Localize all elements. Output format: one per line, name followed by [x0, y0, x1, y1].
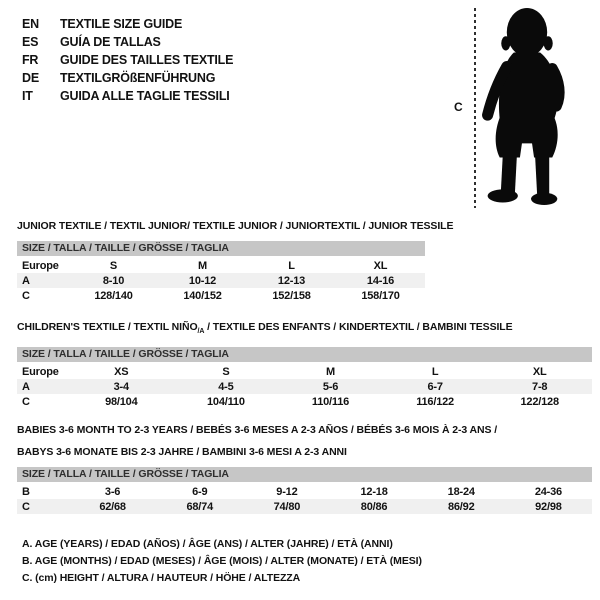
section-title — [17, 320, 592, 339]
size-cell: 8-10 — [102, 274, 125, 287]
size-cell: M — [198, 259, 207, 272]
language-title: GUIDE DES TAILLES TEXTILE — [60, 53, 234, 67]
language-title: GUÍA DE TALLAS — [60, 35, 161, 49]
legend-line: B. AGE (MONTHS) / EDAD (MESES) / ÂGE (MOIS) / ALTER (MONATE) / ETÀ (MESI) — [22, 555, 422, 567]
size-cell: 140/152 — [183, 289, 222, 302]
baby-figure — [440, 0, 600, 220]
size-cell: 24-36 — [534, 485, 562, 498]
size-cell: XL — [532, 365, 547, 378]
table-row — [17, 288, 425, 303]
language-row — [22, 51, 233, 69]
size-cell: 86/92 — [447, 500, 475, 513]
size-cell: 4-5 — [218, 380, 234, 393]
size-cell: 3-6 — [104, 485, 121, 498]
section-title-text: /A — [197, 328, 205, 336]
row-label: Europe — [22, 259, 59, 272]
language-row — [22, 87, 233, 105]
row-label: A — [22, 380, 30, 393]
size-cell: 80/86 — [360, 500, 388, 513]
language-code: DE — [22, 71, 39, 85]
size-cell: 9-12 — [276, 485, 298, 498]
size-cell: 12-13 — [277, 274, 306, 287]
junior-textile-section — [17, 219, 454, 303]
size-cell: 110/116 — [311, 395, 350, 408]
size-cell: 74/80 — [273, 500, 301, 513]
size-cell: 104/110 — [207, 395, 245, 408]
size-cell: 92/98 — [535, 500, 562, 513]
childrens-textile-section — [17, 320, 592, 409]
section-title-line — [17, 445, 592, 459]
size-cell: 6-9 — [192, 485, 208, 498]
section-title — [17, 423, 592, 459]
section-title — [17, 219, 454, 233]
row-label: C — [22, 289, 30, 302]
size-cell: 122/128 — [520, 395, 559, 408]
size-cell: 158/170 — [361, 289, 400, 302]
size-cell: 62/68 — [99, 500, 126, 513]
table-row — [17, 379, 592, 394]
size-cell: XS — [114, 365, 129, 378]
language-row — [22, 15, 233, 33]
size-cell: L — [288, 259, 295, 272]
size-cell: S — [222, 365, 230, 378]
legend — [22, 536, 422, 587]
size-cell: 3-4 — [113, 380, 129, 393]
size-cell: 128/140 — [94, 289, 133, 302]
language-code: IT — [22, 89, 33, 103]
size-cell: 18-24 — [447, 485, 475, 498]
size-cell: 14-16 — [366, 274, 395, 287]
language-title: GUIDA ALLE TAGLIE TESSILI — [60, 89, 230, 103]
table-row — [17, 273, 425, 288]
section-title-text: / TEXTILE DES ENFANTS / KINDERTEXTIL / BAMBINI TESSILE — [204, 321, 513, 333]
size-cell: 98/104 — [105, 395, 138, 408]
table-row — [17, 484, 592, 499]
section-title-line — [17, 423, 592, 437]
size-header-bar: SIZE / TALLA / TAILLE / GRÖSSE / TAGLIA — [17, 347, 592, 362]
row-label: Europe — [22, 365, 59, 378]
size-cell: 10-12 — [188, 274, 217, 287]
section-title-line — [17, 219, 454, 233]
size-cell: M — [326, 365, 335, 378]
size-cell: 116/122 — [416, 395, 454, 408]
size-cell: XL — [373, 259, 388, 272]
size-cell: L — [431, 365, 439, 378]
size-cell: S — [109, 259, 118, 272]
language-code: FR — [22, 53, 39, 67]
size-cell: 12-18 — [360, 485, 388, 498]
size-header-bar: SIZE / TALLA / TAILLE / GRÖSSE / TAGLIA — [17, 241, 425, 256]
babies-textile-section — [17, 423, 592, 514]
language-header — [22, 15, 233, 105]
size-cell: 152/158 — [272, 289, 311, 302]
size-cell: 68/74 — [186, 500, 213, 513]
row-label: C — [22, 500, 30, 513]
language-title: TEXTILE SIZE GUIDE — [60, 17, 183, 31]
table-row — [17, 364, 592, 379]
table-row — [17, 258, 425, 273]
legend-line: C. (cm) HEIGHT / ALTURA / HAUTEUR / HÖHE / ALTEZZA — [22, 572, 301, 584]
language-row — [22, 33, 233, 51]
section-title-text: CHILDREN'S TEXTILE / TEXTIL NIÑO — [17, 321, 198, 333]
size-header-bar: SIZE / TALLA / TAILLE / GRÖSSE / TAGLIA — [17, 467, 592, 482]
section-title-text: JUNIOR TEXTILE / TEXTIL JUNIOR/ TEXTILE JUNIOR / JUNIORTEXTIL / JUNIOR TESSILE — [17, 220, 454, 232]
row-label: A — [22, 274, 30, 287]
language-row — [22, 69, 233, 87]
language-code: ES — [22, 35, 39, 49]
size-cell: 6-7 — [427, 380, 443, 393]
section-title-text: BABYS 3-6 MONATE BIS 2-3 JAHRE / BAMBINI 3-6 MESI A 2-3 ANNI — [17, 446, 347, 458]
height-c-label: C — [454, 100, 463, 114]
size-cell: 5-6 — [322, 380, 339, 393]
section-title-line — [17, 320, 592, 339]
section-title-text: BABIES 3-6 MONTH TO 2-3 YEARS / BEBÉS 3-6 MESES A 2-3 AÑOS / BÉBÉS 3-6 MOIS À 2-3 ANS / — [17, 424, 498, 436]
height-dashed-line — [474, 8, 476, 208]
language-code: EN — [22, 17, 39, 31]
row-label: B — [22, 485, 30, 498]
size-cell: 7-8 — [532, 380, 548, 393]
baby-silhouette-icon — [482, 6, 574, 208]
row-label: C — [22, 395, 30, 408]
language-title: TEXTILGRÖßENFÜHRUNG — [60, 71, 216, 85]
table-row — [17, 499, 592, 514]
table-row — [17, 394, 592, 409]
legend-line: A. AGE (YEARS) / EDAD (AÑOS) / ÂGE (ANS) / ALTER (JAHRE) / ETÀ (ANNI) — [22, 538, 393, 550]
